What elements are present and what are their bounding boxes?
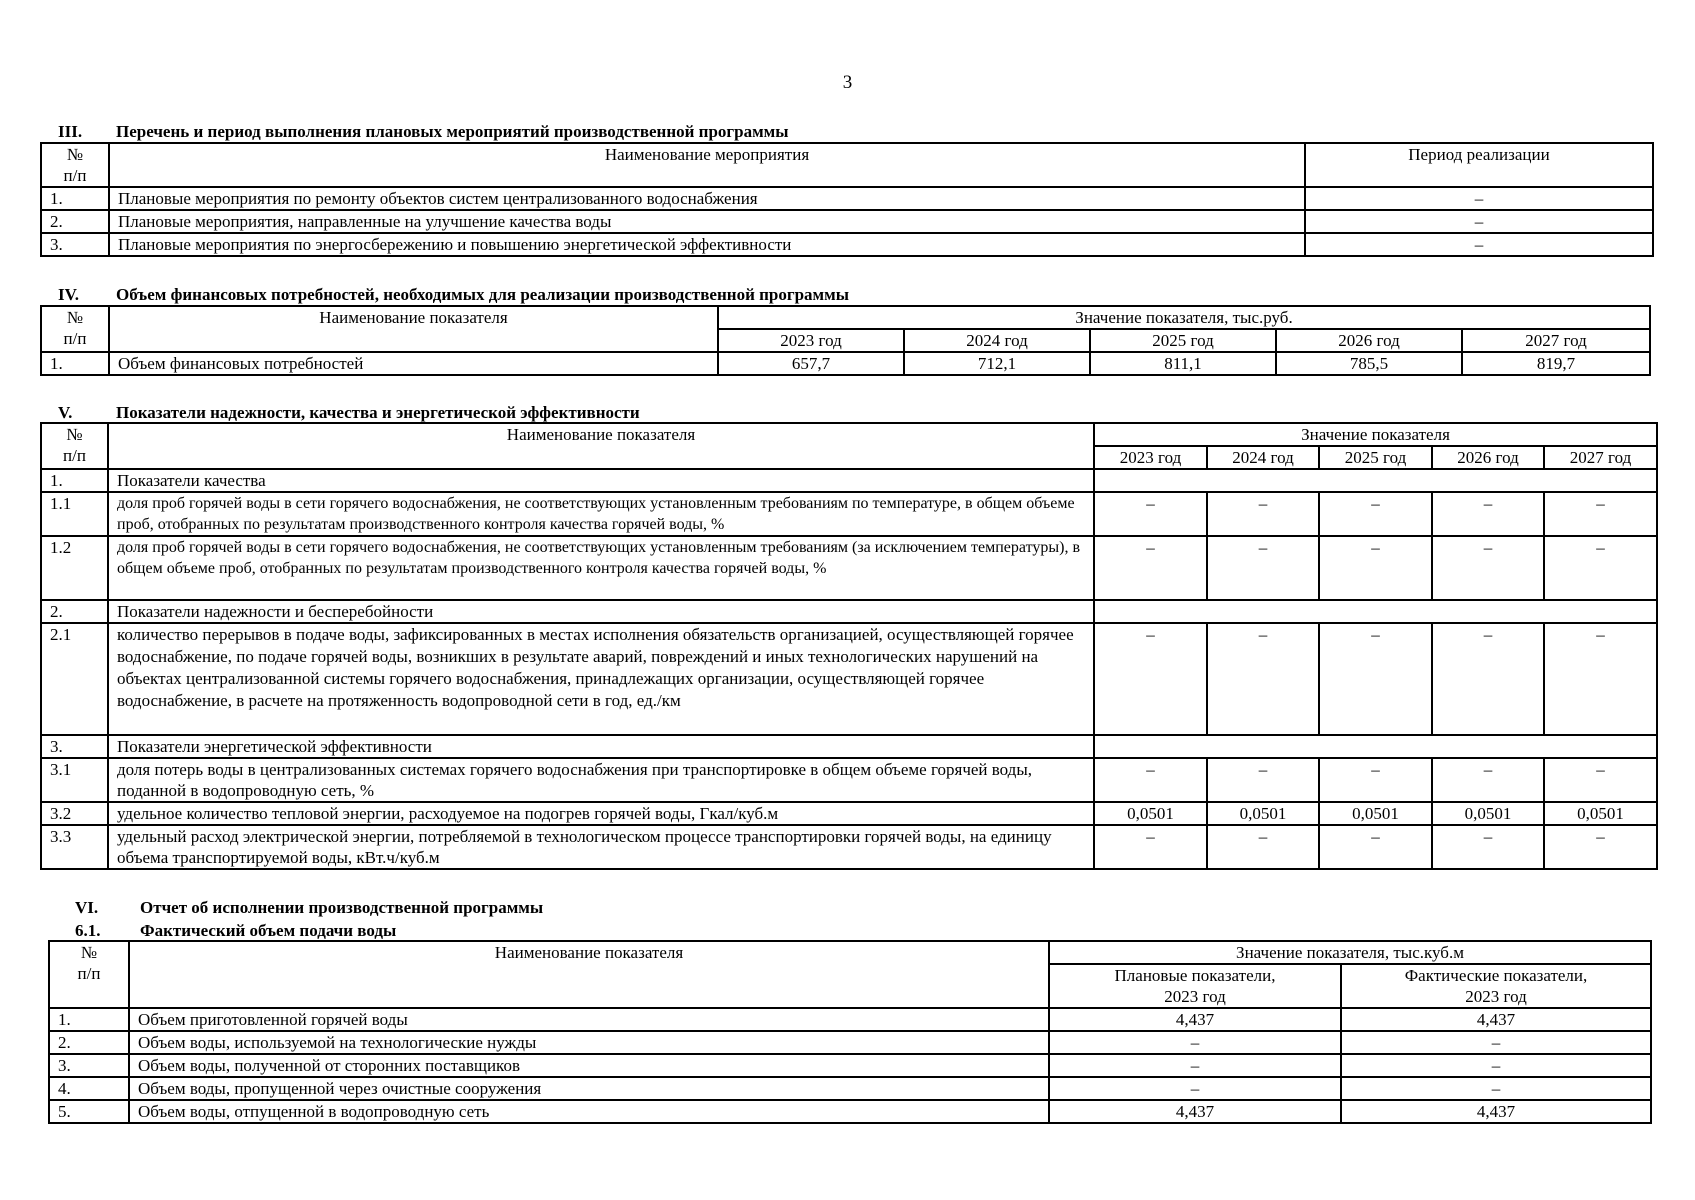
year-header: 2027 год (1462, 329, 1650, 352)
col-num-header: № п/п (41, 306, 109, 352)
section-3-title: III. Перечень и период выполнения плановых мероприятий производственной программы (58, 122, 789, 141)
year-header: 2023 год (718, 329, 904, 352)
table-row: 3.1 доля потерь воды в централизованных системах горячего водоснабжения при транспортировке в общем объеме горячей воды, поданной в водопроводную сеть, % – – – – – (41, 758, 1657, 802)
section-3 (58, 122, 789, 141)
year-header: 2023 год (1094, 446, 1207, 469)
section-6-title: VI. Отчет об исполнении производственной программы (75, 898, 544, 917)
table-row: 2.1 количество перерывов в подаче воды, зафиксированных в местах исполнения обязательств организацией, осуществляющей горячее водоснабжение, по подаче горячей воды, возникших в результате аварий, повреждений и иных технологических нарушений на объектах централизованной системы горячего водоснабжения, принадлежащих организации, осуществляющей горячее водоснабжение, в расчете на протяженность водопроводной сети в год, ед./км – – – – – (41, 623, 1657, 735)
section-4-title: IV. Объем финансовых потребностей, необходимых для реализации производственной программы (58, 285, 849, 304)
table-row: 3.3 удельный расход электрической энергии, потребляемой в технологическом процессе транспортировки горячей воды, на единицу объема транспортируемой воды, кВт.ч/куб.м – – – – – (41, 825, 1657, 869)
year-header: 2025 год (1090, 329, 1276, 352)
year-header: 2027 год (1544, 446, 1657, 469)
year-header: 2024 год (904, 329, 1090, 352)
year-header: 2024 год (1207, 446, 1319, 469)
table-row: 1.2 доля проб горячей воды в сети горячего водоснабжения, не соответствующих установленным требованиям (за исключением температуры), в общем объеме проб, отобранных по результатам производственного контроля качества горячей воды, % – – – – – (41, 536, 1657, 600)
table-row: 5. Объем воды, отпущенной в водопроводную сеть 4,437 4,437 (49, 1100, 1651, 1123)
col-name-header: Наименование показателя (108, 423, 1094, 469)
col-name-header: Наименование показателя (109, 306, 718, 352)
section-5-title: V. Показатели надежности, качества и энергетической эффективности (58, 403, 640, 422)
table-row: 1. Объем финансовых потребностей 657,7 712,1 811,1 785,5 819,7 (41, 352, 1650, 375)
table-row: 1. Плановые мероприятия по ремонту объектов систем централизованного водоснабжения – (41, 187, 1653, 210)
section-6-1-title: 6.1. Фактический объем подачи воды (75, 921, 397, 940)
section-4-table (40, 305, 1651, 376)
table-row: 1.1 доля проб горячей воды в сети горячего водоснабжения, не соответствующих установленным требованиям по температуре, в общем объеме проб, отобранных по результатам производственного контроля качества горячей воды, % – – – – – (41, 492, 1657, 536)
section-5-table (40, 422, 1658, 870)
year-header: 2026 год (1432, 446, 1544, 469)
col-value-header: Значение показателя (1094, 423, 1657, 446)
section-5 (58, 403, 640, 422)
col-name-header: Наименование мероприятия (109, 143, 1305, 187)
col-value-header: Значение показателя, тыс.куб.м (1049, 941, 1651, 964)
table-row: 2. Плановые мероприятия, направленные на улучшение качества воды – (41, 210, 1653, 233)
year-header: 2026 год (1276, 329, 1462, 352)
section-6-table (48, 940, 1652, 1124)
col-period-header: Период реализации (1305, 143, 1653, 187)
table-row: 3. Объем воды, полученной от сторонних поставщиков – – (49, 1054, 1651, 1077)
table-row: 1. Объем приготовленной горячей воды 4,437 4,437 (49, 1008, 1651, 1031)
page-number: 3 (842, 72, 853, 93)
col-num-header: № п/п (41, 143, 109, 187)
table-row: 4. Объем воды, пропущенной через очистные сооружения – – (49, 1077, 1651, 1100)
table-row: 3. Показатели энергетической эффективности (41, 735, 1657, 758)
col-num-header: № п/п (49, 941, 129, 1008)
table-row: 2. Показатели надежности и бесперебойности (41, 600, 1657, 623)
section-6 (75, 898, 543, 940)
col-name-header: Наименование показателя (129, 941, 1049, 1008)
col-value-header: Значение показателя, тыс.руб. (718, 306, 1650, 329)
year-header: 2025 год (1319, 446, 1432, 469)
section-3-table (40, 142, 1654, 257)
section-4 (58, 285, 849, 304)
col-plan-header: Плановые показатели, 2023 год (1049, 964, 1341, 1008)
col-fact-header: Фактические показатели, 2023 год (1341, 964, 1651, 1008)
col-num-header: № п/п (41, 423, 108, 469)
table-row: 2. Объем воды, используемой на технологические нужды – – (49, 1031, 1651, 1054)
table-row: 3.2 удельное количество тепловой энергии, расходуемое на подогрев горячей воды, Гкал/куб.м 0,0501 0,0501 0,0501 0,0501 0,0501 (41, 802, 1657, 825)
table-row: 3. Плановые мероприятия по энергосбережению и повышению энергетической эффективности – (41, 233, 1653, 256)
table-row: 1. Показатели качества (41, 469, 1657, 492)
